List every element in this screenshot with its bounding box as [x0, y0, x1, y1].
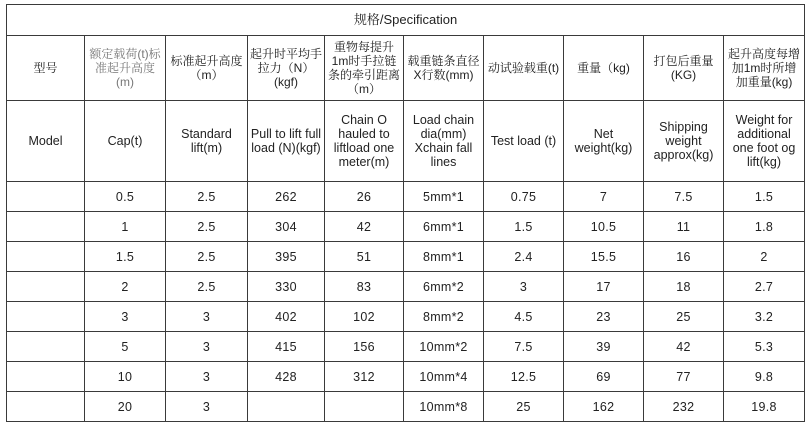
table-row	[7, 302, 805, 332]
cell-capacity: 5	[85, 332, 166, 362]
cell-shipping-weight: 7.5	[644, 182, 724, 212]
header-zh-shipping-weight: 打包后重量(KG)	[644, 36, 724, 101]
cell-chain-dia: 10mm*4	[404, 362, 484, 392]
cell-additional-weight: 1.5	[724, 182, 805, 212]
cell-additional-weight: 1.8	[724, 212, 805, 242]
cell-chain-haul: 26	[325, 182, 404, 212]
cell-chain-dia: 8mm*2	[404, 302, 484, 332]
cell-test-load: 12.5	[484, 362, 564, 392]
cell-model	[7, 182, 85, 212]
cell-standard-lift: 3	[166, 332, 248, 362]
header-zh-net-weight: 重量（kg)	[564, 36, 644, 101]
cell-net-weight: 17	[564, 272, 644, 302]
header-zh-chain-haul: 重物每提升1m时手拉链条的牵引距离（m）	[325, 36, 404, 101]
cell-chain-haul: 156	[325, 332, 404, 362]
cell-pull-force: 330	[248, 272, 325, 302]
cell-capacity: 1.5	[85, 242, 166, 272]
cell-chain-haul: 51	[325, 242, 404, 272]
cell-standard-lift: 3	[166, 362, 248, 392]
cell-chain-haul: 312	[325, 362, 404, 392]
table-row	[7, 242, 805, 272]
cell-shipping-weight: 25	[644, 302, 724, 332]
header-zh-standard-lift: 标准起升高度（m）	[166, 36, 248, 101]
cell-capacity: 0.5	[85, 182, 166, 212]
cell-net-weight: 10.5	[564, 212, 644, 242]
header-zh-additional-weight: 起升高度每增加1m时所增加重量(kg)	[724, 36, 805, 101]
cell-standard-lift: 3	[166, 302, 248, 332]
cell-capacity: 3	[85, 302, 166, 332]
header-zh-model: 型号	[7, 36, 85, 101]
cell-capacity: 1	[85, 212, 166, 242]
cell-chain-dia: 6mm*2	[404, 272, 484, 302]
cell-model	[7, 272, 85, 302]
cell-net-weight: 39	[564, 332, 644, 362]
cell-chain-dia: 8mm*1	[404, 242, 484, 272]
cell-test-load: 3	[484, 272, 564, 302]
cell-additional-weight: 2.7	[724, 272, 805, 302]
cell-model	[7, 242, 85, 272]
specification-table	[6, 4, 805, 422]
header-en-pull-force: Pull to lift full load (N)(kgf)	[248, 101, 325, 182]
table-row	[7, 272, 805, 302]
cell-pull-force: 428	[248, 362, 325, 392]
cell-chain-dia: 10mm*8	[404, 392, 484, 422]
header-en-net-weight: Net weight(kg)	[564, 101, 644, 182]
cell-chain-haul: 102	[325, 302, 404, 332]
cell-model	[7, 332, 85, 362]
cell-capacity: 2	[85, 272, 166, 302]
header-en-test-load: Test load (t)	[484, 101, 564, 182]
table-row	[7, 362, 805, 392]
header-row-english	[7, 101, 805, 182]
cell-capacity: 10	[85, 362, 166, 392]
header-en-chain-haul: Chain O hauled to liftload one meter(m)	[325, 101, 404, 182]
table-row	[7, 212, 805, 242]
cell-pull-force: 395	[248, 242, 325, 272]
cell-shipping-weight: 16	[644, 242, 724, 272]
cell-net-weight: 162	[564, 392, 644, 422]
cell-standard-lift: 3	[166, 392, 248, 422]
header-en-standard-lift: Standard lift(m)	[166, 101, 248, 182]
cell-standard-lift: 2.5	[166, 242, 248, 272]
cell-test-load: 1.5	[484, 212, 564, 242]
cell-pull-force	[248, 392, 325, 422]
cell-shipping-weight: 232	[644, 392, 724, 422]
header-en-additional-weight: Weight for additional one foot og lift(kg)	[724, 101, 805, 182]
cell-net-weight: 7	[564, 182, 644, 212]
cell-additional-weight: 19.8	[724, 392, 805, 422]
cell-test-load: 25	[484, 392, 564, 422]
cell-model	[7, 392, 85, 422]
header-en-chain-dia: Load chain dia(mm) Xchain fall lines	[404, 101, 484, 182]
header-zh-chain-dia: 载重链条直径X行数(mm)	[404, 36, 484, 101]
cell-additional-weight: 9.8	[724, 362, 805, 392]
table-row	[7, 332, 805, 362]
cell-net-weight: 69	[564, 362, 644, 392]
header-zh-test-load: 动试验载重(t)	[484, 36, 564, 101]
header-en-model: Model	[7, 101, 85, 182]
cell-test-load: 0.75	[484, 182, 564, 212]
cell-net-weight: 15.5	[564, 242, 644, 272]
cell-additional-weight: 2	[724, 242, 805, 272]
cell-standard-lift: 2.5	[166, 272, 248, 302]
cell-model	[7, 362, 85, 392]
cell-pull-force: 402	[248, 302, 325, 332]
cell-chain-dia: 5mm*1	[404, 182, 484, 212]
cell-capacity: 20	[85, 392, 166, 422]
cell-test-load: 7.5	[484, 332, 564, 362]
header-en-shipping-weight: Shipping weight approx(kg)	[644, 101, 724, 182]
cell-additional-weight: 5.3	[724, 332, 805, 362]
cell-shipping-weight: 42	[644, 332, 724, 362]
table-title: 规格/Specification	[7, 5, 805, 36]
cell-test-load: 4.5	[484, 302, 564, 332]
cell-pull-force: 304	[248, 212, 325, 242]
cell-chain-haul: 83	[325, 272, 404, 302]
cell-standard-lift: 2.5	[166, 182, 248, 212]
cell-chain-dia: 6mm*1	[404, 212, 484, 242]
table-row	[7, 392, 805, 422]
header-zh-capacity: 额定载荷(t)标准起升高度(m)	[85, 36, 166, 101]
header-row-chinese	[7, 36, 805, 101]
cell-additional-weight: 3.2	[724, 302, 805, 332]
title-row	[7, 5, 805, 36]
table-row	[7, 182, 805, 212]
cell-shipping-weight: 18	[644, 272, 724, 302]
cell-model	[7, 212, 85, 242]
cell-chain-haul	[325, 392, 404, 422]
cell-shipping-weight: 77	[644, 362, 724, 392]
cell-chain-dia: 10mm*2	[404, 332, 484, 362]
cell-net-weight: 23	[564, 302, 644, 332]
cell-chain-haul: 42	[325, 212, 404, 242]
cell-model	[7, 302, 85, 332]
cell-pull-force: 262	[248, 182, 325, 212]
header-zh-pull-force: 起升时平均手拉力（N）(kgf)	[248, 36, 325, 101]
header-en-capacity: Cap(t)	[85, 101, 166, 182]
cell-shipping-weight: 11	[644, 212, 724, 242]
cell-test-load: 2.4	[484, 242, 564, 272]
cell-standard-lift: 2.5	[166, 212, 248, 242]
cell-pull-force: 415	[248, 332, 325, 362]
